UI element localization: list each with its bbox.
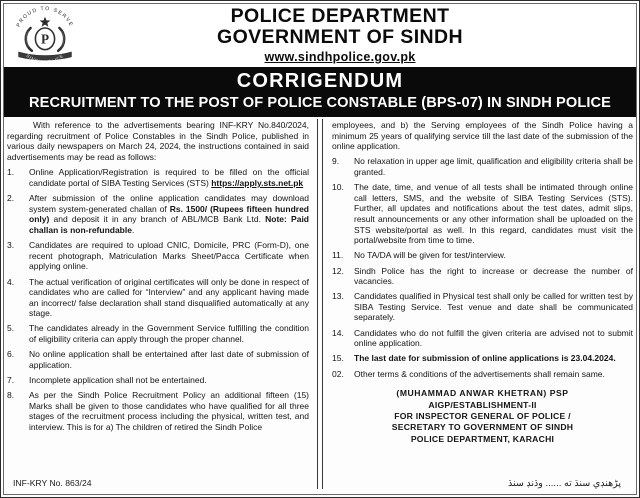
instruction-text [354,353,633,364]
corrigendum-banner [4,67,636,117]
banner-title: CORRIGENDUM [236,70,404,92]
plain-text: Other terms & conditions of the advertisements shall remain same. [354,368,605,379]
instruction-text [29,277,309,319]
instruction-item [332,266,633,287]
instruction-number: 1. [7,167,15,178]
continuation-paragraph: employees, and b) the Serving employees of the Sindh Police having a minimum 25 years of qualifying service till the last date of the submission of the online application. [332,120,633,152]
instruction-number: 12. [332,265,344,276]
instruction-text [354,182,633,246]
instruction-number: 3. [7,240,15,251]
instruction-text [354,250,633,261]
instruction-number: 13. [332,291,344,302]
instruction-item [7,375,309,386]
instruction-text [354,328,633,349]
sindhi-slogan: پڑهنڊي سنڌ ته ...... وڌنڊ سنڌ [507,477,621,489]
plain-text: No online application shall be entertained after last date of submission of application. [29,349,309,370]
signatory-line-4: SECRETARY TO GOVERNMENT OF SINDH [391,422,574,433]
emphasis-text: The last date for submission of online applications is 23.04.2024. [354,353,616,364]
inf-reference-number: INF-KRY No. 863/24 [13,478,92,488]
svg-text:P: P [40,31,50,47]
instruction-number: 2. [7,193,15,204]
plain-text: After submission of the online application candidates may download system system-generated challan of [29,193,309,214]
plain-text: . [131,224,135,235]
signatory-designation: AIGP/ESTABLISHMENT-II [428,399,537,410]
instruction-number: 11. [332,250,344,261]
plain-text: and deposit it in any branch of ABL/MCB Bank Ltd. [49,214,266,225]
instruction-text [29,323,309,344]
instruction-text [29,240,309,272]
signatory-line-5: POLICE DEPARTMENT, KARACHI [410,433,555,444]
document-masthead [1,1,639,67]
svg-text:PROUD TO SERVE: PROUD TO SERVE [15,5,75,29]
instruction-number: 10. [332,182,344,193]
apply-portal-link[interactable]: https://apply.sts.net.pk [211,177,304,188]
department-line-1: POLICE DEPARTMENT [230,5,450,27]
instruction-text [29,167,309,188]
plain-text: No relaxation in upper age limit, qualification and eligibility criteria shall be granted. [354,156,633,177]
plain-text: Sindh Police has the right to increase or decrease the number of vacancies. [354,265,633,287]
signature-block [332,388,633,445]
instruction-text [29,349,309,370]
instruction-list-right [332,156,633,379]
plain-text: Candidates qualified in Physical test shall only be called for written test by SIBA Testing Service. Test venue and date shall be communicated separately. [354,291,633,323]
signatory-name: (MUHAMMAD ANWAR KHETRAN) PSP [396,388,569,399]
svg-text:SINDH POLICE: SINDH POLICE [25,53,65,64]
instruction-item [7,240,309,272]
instruction-item [7,349,309,370]
instruction-number: 4. [7,276,15,287]
instruction-number: 5. [7,323,15,334]
department-line-2: GOVERNMENT OF SINDH [217,26,463,48]
instruction-list-left [7,167,309,432]
left-column [7,120,317,495]
plain-text: Candidates are required to upload CNIC, Domicile, PRC (Form-D), one recent photograph, Matriculation Marks Sheet/Pacca Certificate when applying online. [29,240,309,272]
department-heading [7,3,633,65]
instruction-item [7,323,309,344]
instruction-number: 9. [332,156,340,167]
instruction-item [332,182,633,246]
instruction-number: 14. [332,327,344,338]
instruction-item [332,353,633,364]
plain-text: The date, time, and venue of all tests shall be intimated through online call letters, SMS, and the website of SIBA Testing Services (STS). Further, all updates and notifications about the test dates, admit slips, result announcements or any other information shall be uploaded on the STS website/portal as well. In this regard, candidates must visit the portal/website from time to time. [354,182,633,246]
instruction-text [29,375,309,386]
instruction-number: 8. [7,390,15,401]
department-website-link[interactable]: www.sindhpolice.gov.pk [264,50,416,64]
emphasis-text: Note: Paid challan is non-refundable [29,214,309,235]
plain-text: No TA/DA will be given for test/interview. [354,250,506,261]
instruction-item [332,291,633,323]
plain-text: Candidates who do not fulfill the given criteria are advised not to submit online application. [354,327,633,349]
instruction-item [332,156,633,177]
instruction-item [7,390,309,432]
instruction-item [332,328,633,349]
instruction-text [354,266,633,287]
instruction-number: 7. [7,375,15,386]
document-columns [1,117,639,495]
intro-paragraph: With reference to the advertisements bearing INF-KRY No.840/2024, regarding recruitment of Police Constables in the Sindh Police, published in various daily newspapers on March 24, 2024, the instructions contained in said advertisements may be read as follows: [7,120,309,162]
instruction-number: 02. [332,368,344,379]
instruction-item [7,193,309,235]
plain-text: Incomplete application shall not be entertained. [29,375,207,386]
signatory-line-3: FOR INSPECTOR GENERAL OF POLICE / [394,411,571,422]
sindh-police-crest-icon [9,4,81,64]
instruction-number: 15. [332,353,344,364]
plain-text: As per the Sindh Police Recruitment Policy an additional fifteen (15) Marks shall be given to those candidates who have qualified for all three stages of the recruitment process including the physical, written test, and interview. This is for a) The children of retired the Sindh Police [29,390,309,432]
instruction-item [7,277,309,319]
instruction-item [332,369,633,380]
right-column [323,120,633,495]
emphasis-text: Rs. 1500/ (Rupees fifteen hundred only) [29,203,309,225]
instruction-text [354,291,633,323]
plain-text: The candidates already in the Government Service fulfilling the condition of eligibility criteria can apply through the proper channel. [29,323,309,345]
banner-subtitle: RECRUITMENT TO THE POST OF POLICE CONSTABLE (BPS-07) IN SINDH POLICE [29,95,611,111]
instruction-text [29,193,309,235]
instruction-number: 6. [7,349,15,360]
plain-text: The actual verification of original certificates will only be done in respect of candidates who are called for “Interview” and any applicant having made an incorrect/ false declaration shall stand disqualified automatically at any stage. [29,276,309,319]
instruction-item [7,167,309,188]
instruction-text [354,156,633,177]
plain-text: Online Application/Registration is required to be filled on the official candidate portal of SIBA Testing Services (STS) [29,167,309,188]
instruction-text [354,369,633,380]
document-footer [5,473,635,493]
instruction-item [332,250,633,261]
instruction-text [29,390,309,432]
